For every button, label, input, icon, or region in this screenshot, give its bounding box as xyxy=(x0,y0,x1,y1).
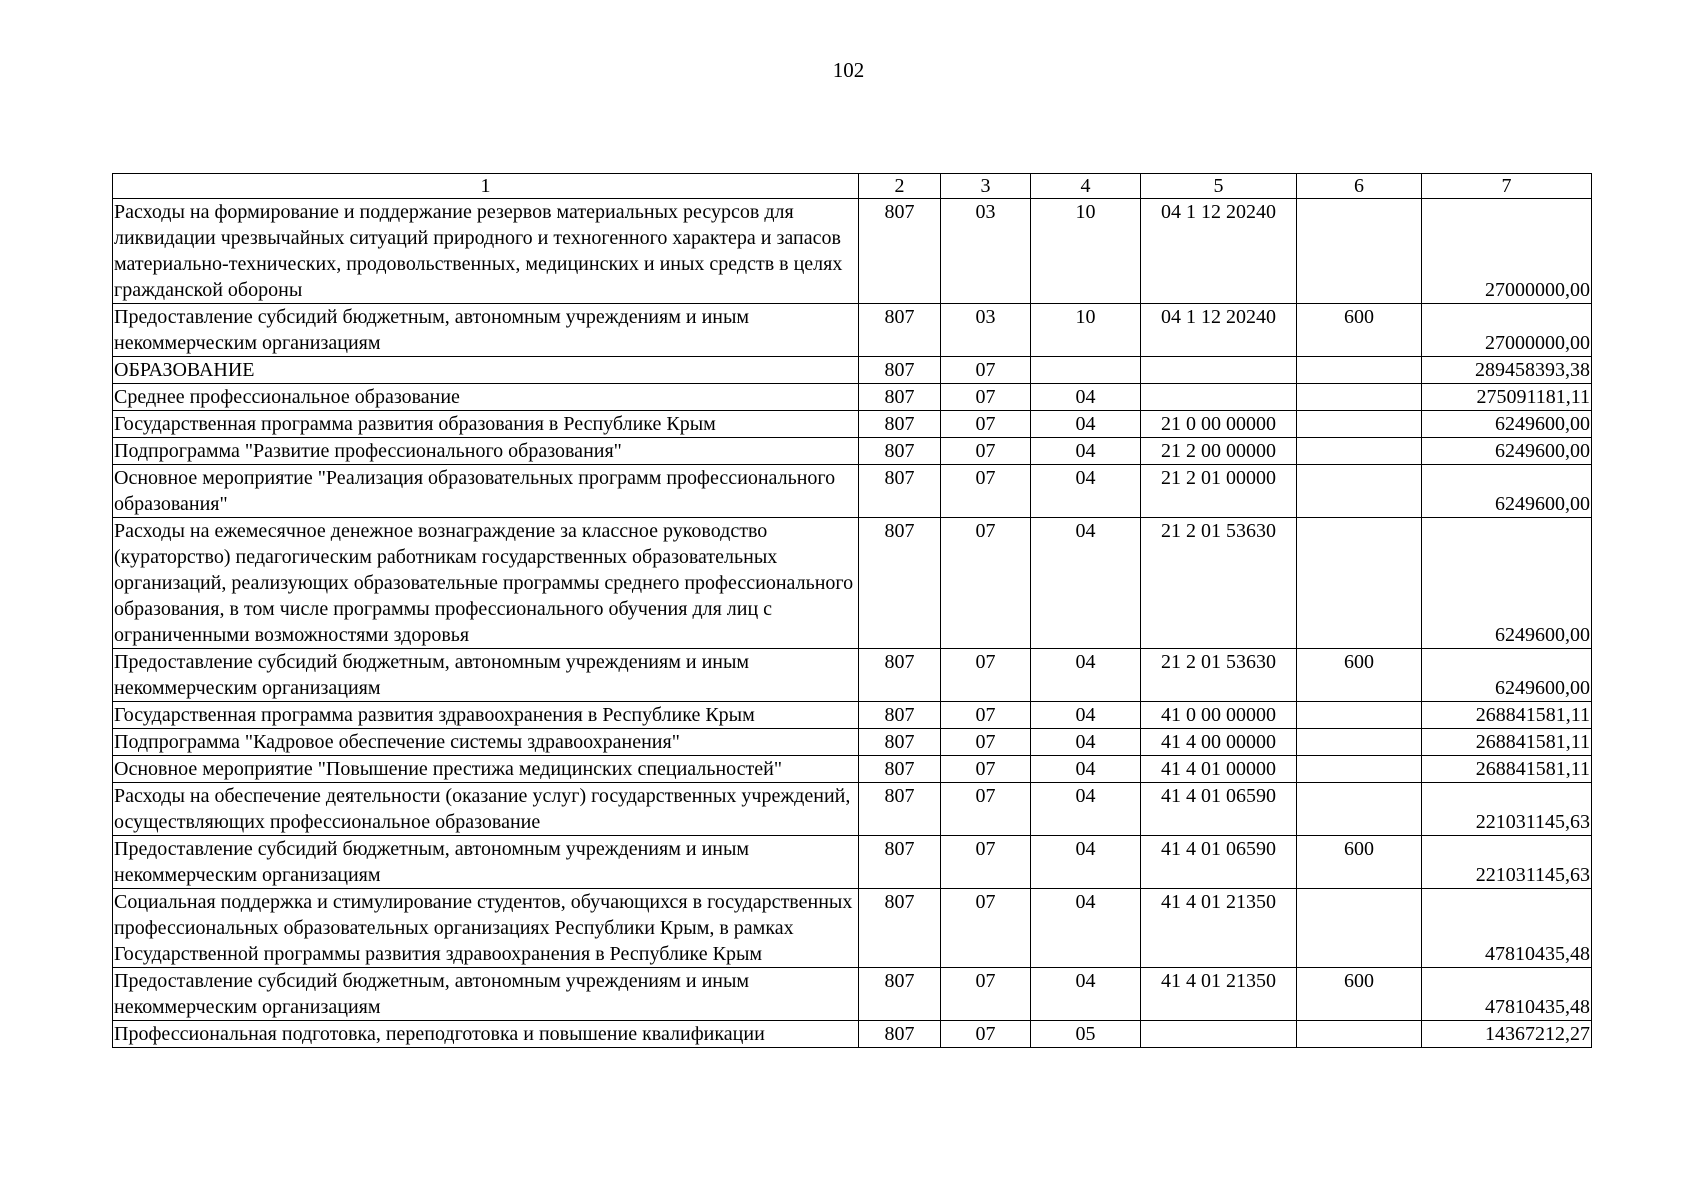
header-cell-2: 2 xyxy=(859,174,941,199)
section-code-cell: 07 xyxy=(941,729,1031,756)
description-cell: Подпрограмма "Развитие профессионального образования" xyxy=(113,438,859,465)
expense-type-cell xyxy=(1297,411,1422,438)
ved-code-cell: 807 xyxy=(859,518,941,649)
subsection-code-cell: 04 xyxy=(1031,836,1141,889)
ved-code-cell: 807 xyxy=(859,702,941,729)
description-cell: Расходы на ежемесячное денежное вознаграждение за классное руководство (кураторство) педагогическим работникам государственных образовательных организаций, реализующих образовательные программы среднего профессионального образования, в том числе программы профессионального обучения для лиц с ограниченными возможностями здоровья xyxy=(113,518,859,649)
ved-code-cell: 807 xyxy=(859,384,941,411)
description-cell: Предоставление субсидий бюджетным, автономным учреждениям и иным некоммерческим организациям xyxy=(113,304,859,357)
amount-cell: 289458393,38 xyxy=(1422,357,1592,384)
section-code-cell: 07 xyxy=(941,702,1031,729)
target-article-cell: 41 4 01 21350 xyxy=(1141,889,1297,968)
subsection-code-cell: 04 xyxy=(1031,411,1141,438)
expense-type-cell xyxy=(1297,783,1422,836)
table-row xyxy=(113,729,1592,756)
section-code-cell: 07 xyxy=(941,1021,1031,1048)
target-article-cell xyxy=(1141,1021,1297,1048)
section-code-cell: 03 xyxy=(941,304,1031,357)
expense-type-cell: 600 xyxy=(1297,649,1422,702)
ved-code-cell: 807 xyxy=(859,783,941,836)
target-article-cell xyxy=(1141,384,1297,411)
amount-cell: 14367212,27 xyxy=(1422,1021,1592,1048)
ved-code-cell: 807 xyxy=(859,304,941,357)
section-code-cell: 07 xyxy=(941,836,1031,889)
ved-code-cell: 807 xyxy=(859,1021,941,1048)
table-row xyxy=(113,411,1592,438)
target-article-cell: 21 2 01 53630 xyxy=(1141,649,1297,702)
subsection-code-cell: 10 xyxy=(1031,199,1141,304)
expense-type-cell xyxy=(1297,518,1422,649)
table-row xyxy=(113,357,1592,384)
description-cell: Расходы на формирование и поддержание резервов материальных ресурсов для ликвидации чрезвычайных ситуаций природного и техногенного характера и запасов материально-технических, продовольственных, медицинских и иных средств в целях гражданской обороны xyxy=(113,199,859,304)
ved-code-cell: 807 xyxy=(859,756,941,783)
table-row xyxy=(113,518,1592,649)
table-row xyxy=(113,836,1592,889)
header-cell-4: 4 xyxy=(1031,174,1141,199)
table-row xyxy=(113,384,1592,411)
table-row xyxy=(113,304,1592,357)
target-article-cell: 04 1 12 20240 xyxy=(1141,304,1297,357)
description-cell: Государственная программа развития здравоохранения в Республике Крым xyxy=(113,702,859,729)
table-row xyxy=(113,889,1592,968)
target-article-cell: 41 4 01 21350 xyxy=(1141,968,1297,1021)
subsection-code-cell: 05 xyxy=(1031,1021,1141,1048)
header-cell-7: 7 xyxy=(1422,174,1592,199)
header-cell-1: 1 xyxy=(113,174,859,199)
section-code-cell: 07 xyxy=(941,384,1031,411)
section-code-cell: 07 xyxy=(941,438,1031,465)
description-cell: Профессиональная подготовка, переподготовка и повышение квалификации xyxy=(113,1021,859,1048)
amount-cell: 221031145,63 xyxy=(1422,783,1592,836)
section-code-cell: 07 xyxy=(941,357,1031,384)
expense-type-cell: 600 xyxy=(1297,968,1422,1021)
amount-cell: 268841581,11 xyxy=(1422,702,1592,729)
subsection-code-cell: 04 xyxy=(1031,649,1141,702)
amount-cell: 47810435,48 xyxy=(1422,968,1592,1021)
section-code-cell: 07 xyxy=(941,465,1031,518)
ved-code-cell: 807 xyxy=(859,438,941,465)
amount-cell: 6249600,00 xyxy=(1422,438,1592,465)
table-row xyxy=(113,438,1592,465)
section-code-cell: 07 xyxy=(941,756,1031,783)
table-row xyxy=(113,783,1592,836)
target-article-cell: 21 2 01 00000 xyxy=(1141,465,1297,518)
table-row xyxy=(113,649,1592,702)
budget-table xyxy=(112,173,1592,1048)
ved-code-cell: 807 xyxy=(859,729,941,756)
expense-type-cell xyxy=(1297,357,1422,384)
amount-cell: 221031145,63 xyxy=(1422,836,1592,889)
description-cell: ОБРАЗОВАНИЕ xyxy=(113,357,859,384)
ved-code-cell: 807 xyxy=(859,968,941,1021)
target-article-cell: 21 2 01 53630 xyxy=(1141,518,1297,649)
table-row xyxy=(113,1021,1592,1048)
description-cell: Среднее профессиональное образование xyxy=(113,384,859,411)
section-code-cell: 07 xyxy=(941,411,1031,438)
subsection-code-cell: 04 xyxy=(1031,756,1141,783)
subsection-code-cell: 04 xyxy=(1031,729,1141,756)
amount-cell: 268841581,11 xyxy=(1422,756,1592,783)
amount-cell: 6249600,00 xyxy=(1422,649,1592,702)
amount-cell: 6249600,00 xyxy=(1422,465,1592,518)
subsection-code-cell: 04 xyxy=(1031,465,1141,518)
expense-type-cell: 600 xyxy=(1297,304,1422,357)
page-number: 102 xyxy=(832,58,865,82)
amount-cell: 275091181,11 xyxy=(1422,384,1592,411)
subsection-code-cell: 04 xyxy=(1031,518,1141,649)
ved-code-cell: 807 xyxy=(859,836,941,889)
target-article-cell: 21 0 00 00000 xyxy=(1141,411,1297,438)
target-article-cell: 41 0 00 00000 xyxy=(1141,702,1297,729)
target-article-cell: 41 4 00 00000 xyxy=(1141,729,1297,756)
target-article-cell: 04 1 12 20240 xyxy=(1141,199,1297,304)
header-cell-3: 3 xyxy=(941,174,1031,199)
description-cell: Социальная поддержка и стимулирование студентов, обучающихся в государственных профессиональных образовательных организациях Республики Крым, в рамках Государственной программы развития здравоохранения в Республике Крым xyxy=(113,889,859,968)
subsection-code-cell: 10 xyxy=(1031,304,1141,357)
ved-code-cell: 807 xyxy=(859,649,941,702)
description-cell: Государственная программа развития образования в Республике Крым xyxy=(113,411,859,438)
section-code-cell: 03 xyxy=(941,199,1031,304)
description-cell: Основное мероприятие "Реализация образовательных программ профессионального образования" xyxy=(113,465,859,518)
subsection-code-cell: 04 xyxy=(1031,889,1141,968)
description-cell: Подпрограмма "Кадровое обеспечение системы здравоохранения" xyxy=(113,729,859,756)
section-code-cell: 07 xyxy=(941,649,1031,702)
table-row xyxy=(113,756,1592,783)
amount-cell: 27000000,00 xyxy=(1422,304,1592,357)
description-cell: Основное мероприятие "Повышение престижа медицинских специальностей" xyxy=(113,756,859,783)
expense-type-cell xyxy=(1297,384,1422,411)
subsection-code-cell: 04 xyxy=(1031,783,1141,836)
section-code-cell: 07 xyxy=(941,518,1031,649)
expense-type-cell: 600 xyxy=(1297,836,1422,889)
amount-cell: 6249600,00 xyxy=(1422,411,1592,438)
header-cell-5: 5 xyxy=(1141,174,1297,199)
subsection-code-cell: 04 xyxy=(1031,438,1141,465)
subsection-code-cell xyxy=(1031,357,1141,384)
amount-cell: 268841581,11 xyxy=(1422,729,1592,756)
ved-code-cell: 807 xyxy=(859,357,941,384)
table-row xyxy=(113,199,1592,304)
section-code-cell: 07 xyxy=(941,783,1031,836)
expense-type-cell xyxy=(1297,438,1422,465)
expense-type-cell xyxy=(1297,729,1422,756)
expense-type-cell xyxy=(1297,199,1422,304)
section-code-cell: 07 xyxy=(941,968,1031,1021)
subsection-code-cell: 04 xyxy=(1031,384,1141,411)
subsection-code-cell: 04 xyxy=(1031,702,1141,729)
target-article-cell: 41 4 01 00000 xyxy=(1141,756,1297,783)
table-row xyxy=(113,465,1592,518)
amount-cell: 27000000,00 xyxy=(1422,199,1592,304)
description-cell: Предоставление субсидий бюджетным, автономным учреждениям и иным некоммерческим организациям xyxy=(113,968,859,1021)
target-article-cell: 41 4 01 06590 xyxy=(1141,836,1297,889)
expense-type-cell xyxy=(1297,889,1422,968)
ved-code-cell: 807 xyxy=(859,411,941,438)
table-row xyxy=(113,702,1592,729)
amount-cell: 47810435,48 xyxy=(1422,889,1592,968)
header-cell-6: 6 xyxy=(1297,174,1422,199)
target-article-cell: 41 4 01 06590 xyxy=(1141,783,1297,836)
table-header-row xyxy=(113,174,1592,199)
ved-code-cell: 807 xyxy=(859,199,941,304)
target-article-cell: 21 2 00 00000 xyxy=(1141,438,1297,465)
subsection-code-cell: 04 xyxy=(1031,968,1141,1021)
description-cell: Предоставление субсидий бюджетным, автономным учреждениям и иным некоммерческим организациям xyxy=(113,649,859,702)
target-article-cell xyxy=(1141,357,1297,384)
description-cell: Расходы на обеспечение деятельности (оказание услуг) государственных учреждений, осуществляющих профессиональное образование xyxy=(113,783,859,836)
section-code-cell: 07 xyxy=(941,889,1031,968)
expense-type-cell xyxy=(1297,702,1422,729)
amount-cell: 6249600,00 xyxy=(1422,518,1592,649)
expense-type-cell xyxy=(1297,1021,1422,1048)
ved-code-cell: 807 xyxy=(859,889,941,968)
ved-code-cell: 807 xyxy=(859,465,941,518)
table-row xyxy=(113,968,1592,1021)
description-cell: Предоставление субсидий бюджетным, автономным учреждениям и иным некоммерческим организациям xyxy=(113,836,859,889)
expense-type-cell xyxy=(1297,756,1422,783)
expense-type-cell xyxy=(1297,465,1422,518)
